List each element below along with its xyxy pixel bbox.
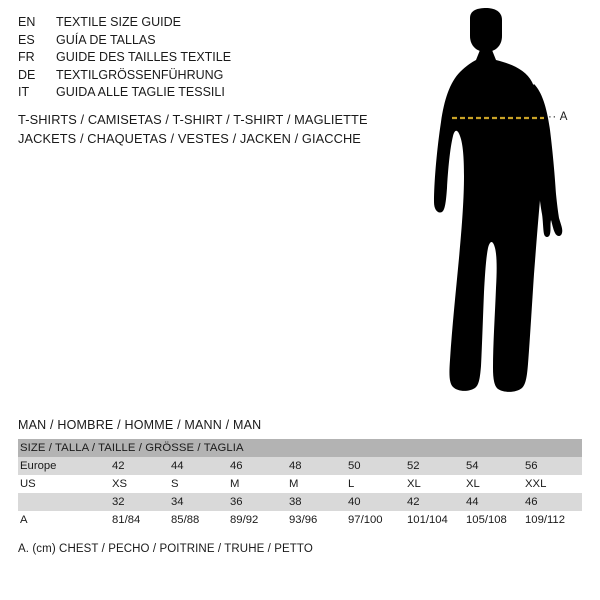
table-cell: 105/108 — [466, 514, 507, 526]
table-cell: 46 — [230, 460, 243, 472]
table-row — [18, 475, 582, 493]
language-header-block — [18, 14, 388, 102]
table-footnote: A. (cm) CHEST / PECHO / POITRINE / TRUHE / PETTO — [18, 543, 313, 555]
table-cell: 89/92 — [230, 514, 259, 526]
language-row — [18, 84, 388, 102]
table-cell: 36 — [230, 496, 243, 508]
table-cell: 97/100 — [348, 514, 383, 526]
measure-label-a: ·· A — [548, 111, 568, 123]
table-cell: 109/112 — [525, 514, 565, 526]
language-row — [18, 32, 388, 50]
language-code: ES — [18, 32, 35, 47]
row-label: Europe — [20, 460, 57, 472]
table-cell: 81/84 — [112, 514, 141, 526]
table-header-label: SIZE / TALLA / TAILLE / GRÖSSE / TAGLIA — [20, 442, 244, 454]
figure-illustration — [400, 8, 600, 408]
table-cell: 44 — [171, 460, 184, 472]
table-row — [18, 493, 582, 511]
table-cell: 44 — [466, 496, 479, 508]
language-row — [18, 14, 388, 32]
size-table — [18, 439, 582, 529]
language-title: TEXTILE SIZE GUIDE — [56, 15, 182, 29]
language-row — [18, 67, 388, 85]
table-cell: 52 — [407, 460, 420, 472]
size-table-section — [18, 418, 582, 555]
language-code: IT — [18, 85, 30, 99]
language-title: GUÍA DE TALLAS — [56, 32, 156, 47]
table-cell: 46 — [525, 496, 538, 508]
table-cell: 32 — [112, 496, 125, 508]
table-cell: XL — [466, 478, 480, 490]
table-cell: 48 — [289, 460, 302, 472]
table-cell: 85/88 — [171, 514, 200, 526]
table-header-row — [18, 439, 582, 457]
row-label — [18, 493, 110, 511]
table-cell: 101/104 — [407, 514, 448, 526]
man-silhouette-icon — [400, 8, 600, 408]
table-cell: 93/96 — [289, 514, 318, 526]
table-cell: 40 — [348, 496, 361, 508]
row-label: A — [20, 514, 28, 526]
row-label: US — [20, 478, 36, 490]
language-title: GUIDE DES TAILLES TEXTILE — [56, 50, 232, 64]
table-row — [18, 511, 582, 529]
table-cell: 38 — [289, 496, 302, 508]
table-cell: 50 — [348, 460, 361, 472]
language-code: FR — [18, 50, 35, 64]
table-cell: 34 — [171, 496, 184, 508]
table-title: MAN / HOMBRE / HOMME / MANN / MAN — [18, 418, 262, 432]
table-cell: M — [230, 478, 240, 490]
category-block — [18, 110, 438, 148]
language-row — [18, 49, 388, 67]
table-cell: L — [348, 478, 355, 490]
table-cell: 42 — [112, 460, 125, 472]
table-row — [18, 457, 582, 475]
language-code: DE — [18, 67, 36, 82]
table-cell: 56 — [525, 460, 538, 472]
table-cell: 54 — [466, 460, 479, 472]
table-cell: S — [171, 478, 179, 490]
table-cell: 42 — [407, 496, 420, 508]
language-code: EN — [18, 15, 36, 29]
language-title: TEXTILGRÖSSENFÜHRUNG — [56, 67, 224, 82]
table-cell: M — [289, 478, 299, 490]
table-cell: XS — [112, 478, 128, 490]
language-title: GUIDA ALLE TAGLIE TESSILI — [56, 85, 225, 99]
category-line-jackets: JACKETS / CHAQUETAS / VESTES / JACKEN / GIACCHE — [18, 131, 361, 146]
category-line-tshirts: T-SHIRTS / CAMISETAS / T-SHIRT / T-SHIRT / MAGLIETTE — [18, 112, 368, 127]
table-cell: XXL — [525, 478, 547, 490]
table-cell: XL — [407, 478, 421, 490]
